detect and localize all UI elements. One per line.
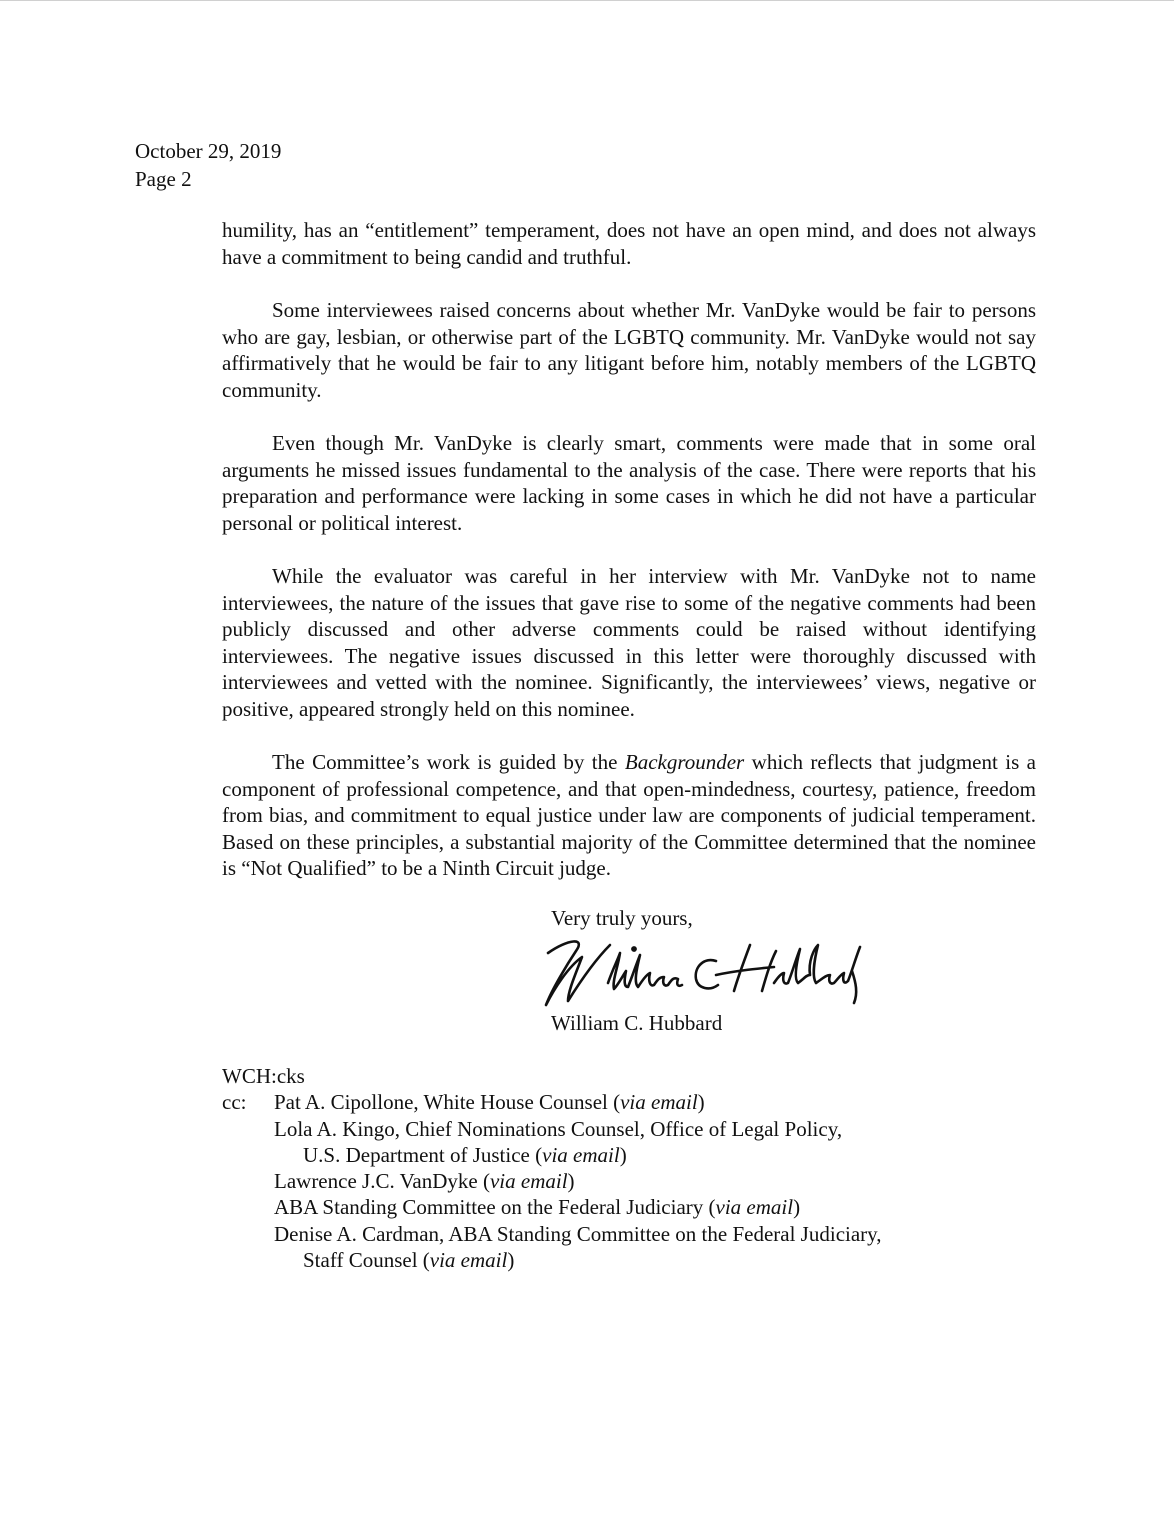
via-email-note: via email <box>620 1090 698 1115</box>
via-email-note: via email <box>489 1169 568 1194</box>
cc-label: cc: <box>222 1090 247 1115</box>
via-email-note: via email <box>429 1248 508 1273</box>
paragraph-5-text-a: The Committee’s work is guided by the <box>272 750 625 774</box>
cc-row <box>222 1089 1042 1273</box>
handwritten-signature <box>538 931 868 1013</box>
cc-entry <box>274 1221 882 1247</box>
cc-entry <box>274 1194 882 1220</box>
cc-entry <box>274 1089 882 1115</box>
cc-entry-close: ) <box>507 1248 515 1273</box>
cc-entry-continuation <box>274 1247 882 1273</box>
cc-entry <box>274 1168 882 1194</box>
via-email-note: via email <box>542 1142 620 1167</box>
paragraph-3: Even though Mr. VanDyke is clearly smart, comments were made that in some oral arguments he missed issues fundamental to the analysis of the case. There were reports that his preparation and performance were lacking in some cases in which he did not have a particular personal or political interest. <box>222 431 1036 535</box>
cc-entry-text: U.S. Department of Justice ( <box>303 1142 543 1167</box>
cc-entry-text: ABA Standing Committee on the Federal Judiciary ( <box>274 1195 716 1220</box>
via-email-note: via email <box>715 1195 794 1220</box>
distribution-block <box>222 1063 1042 1273</box>
cc-entry-close: ) <box>567 1169 575 1194</box>
cc-entry-continuation <box>274 1142 882 1168</box>
letter-date: October 29, 2019 <box>135 139 282 163</box>
paragraph-5-text-b: which reflects that judgment is a component of professional competence, and that open-mindedness, courtesy, patience, freedom from bias, and commitment to equal justice under law are components of judicial temperament. Based on these principles, a substantial majority of the Committee determined that the nominee is “Not Qualified” to be a Ninth Circuit judge. <box>222 750 1036 880</box>
paragraph-1: humility, has an “entitlement” temperament, does not have an open mind, and does not always have a commitment to being candid and truthful. <box>222 218 1036 269</box>
cc-entry-text: Pat A. Cipollone, White House Counsel ( <box>274 1090 621 1115</box>
typist-initials: WCH:cks <box>222 1064 305 1088</box>
closing-salutation: Very truly yours, <box>551 906 693 930</box>
paragraph-4: While the evaluator was careful in her interview with Mr. VanDyke not to name interviewees, the nature of the issues that gave rise to some of the negative comments had been publicly discussed and other adverse comments could be raised without identifying interviewees. The negative issues discussed in this letter were thoroughly discussed with interviewees and vetted with the nominee. Significantly, the interviewees’ views, negative or positive, appeared strongly held on this nominee. <box>222 564 1036 721</box>
cc-entry-close: ) <box>793 1195 801 1220</box>
cc-entry-text: Lola A. Kingo, Chief Nominations Counsel, Office of Legal Policy, <box>274 1116 843 1141</box>
cc-list <box>274 1089 882 1273</box>
paragraph-5 <box>222 749 1036 882</box>
cc-entry-text: Denise A. Cardman, ABA Standing Committee on the Federal Judiciary, <box>274 1221 882 1246</box>
cc-entry-close: ) <box>619 1142 627 1167</box>
paragraph-2: Some interviewees raised concerns about whether Mr. VanDyke would be fair to persons who are gay, lesbian, or otherwise part of the LGBTQ community. Mr. VanDyke would not say affirmatively that he would be fair to any litigant before him, notably members of the LGBTQ community. <box>222 298 1036 402</box>
backgrounder-title: Backgrounder <box>624 750 745 774</box>
letter-body <box>222 217 1036 909</box>
cc-entry-text: Staff Counsel ( <box>303 1248 430 1273</box>
cc-entry <box>274 1116 882 1142</box>
signer-name: William C. Hubbard <box>551 1011 723 1035</box>
letter-header <box>135 137 281 193</box>
page-number: Page 2 <box>135 167 192 191</box>
cc-entry-close: ) <box>697 1090 705 1115</box>
cc-entry-text: Lawrence J.C. VanDyke ( <box>274 1169 490 1194</box>
